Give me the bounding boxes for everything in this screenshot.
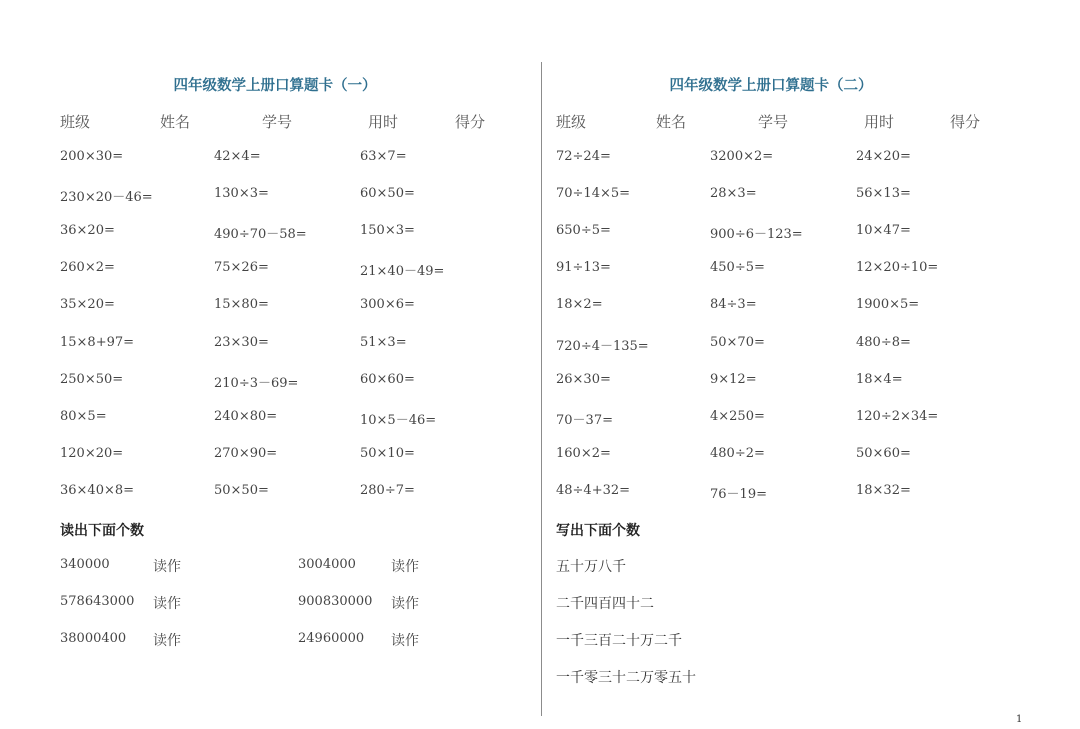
- problem-item: 300×6=: [360, 297, 415, 313]
- problem-item: 270×90=: [214, 445, 278, 461]
- card-one: [60, 0, 550, 729]
- problem-item: 35×20=: [60, 297, 115, 313]
- problem-item: 15×80=: [214, 297, 269, 313]
- problem-item: 15×8+97=: [60, 334, 135, 350]
- read-numbers-title: 读出下面个数: [60, 523, 144, 539]
- problem-item: 9×12=: [710, 371, 757, 387]
- header-class: 班级: [556, 113, 587, 131]
- problem-item: 650÷5=: [556, 223, 611, 239]
- header-student-id: 学号: [262, 113, 293, 131]
- problem-item: 63×7=: [360, 149, 407, 164]
- problem-item: 50×70=: [710, 334, 765, 350]
- problem-item: 60×60=: [360, 371, 415, 387]
- read-label: 读作: [391, 559, 419, 575]
- read-number: 38000400: [60, 631, 127, 646]
- problem-item: 26×30=: [556, 371, 611, 387]
- read-number: 340000: [60, 557, 110, 572]
- problem-item: 50×50=: [214, 482, 269, 498]
- problem-item: 120×20=: [60, 445, 124, 461]
- problem-item: 91÷13=: [556, 260, 611, 276]
- problem-item: 80×5=: [60, 408, 107, 424]
- header-time: 用时: [368, 113, 399, 131]
- problem-item: 450÷5=: [710, 260, 765, 276]
- problem-item: 720÷4－135=: [556, 338, 649, 354]
- problem-item: 260×2=: [60, 260, 115, 276]
- problem-item: 36×20=: [60, 223, 115, 239]
- problem-item: 50×10=: [360, 445, 415, 461]
- header-score: 得分: [950, 113, 981, 131]
- problem-item: 3200×2=: [710, 149, 774, 164]
- read-number: 3004000: [298, 557, 356, 572]
- card-one-title: 四年级数学上册口算题卡（一）: [173, 78, 377, 94]
- header-name: 姓名: [160, 113, 191, 131]
- problem-item: 23×30=: [214, 334, 269, 350]
- problem-item: 480÷8=: [856, 334, 911, 350]
- problem-item: 42×4=: [214, 149, 261, 164]
- read-label: 读作: [153, 596, 181, 612]
- write-number-item: 二千四百四十二: [556, 596, 654, 612]
- problem-item: 250×50=: [60, 371, 124, 387]
- header-score: 得分: [455, 113, 486, 131]
- write-number-item: 一千三百二十万二千: [556, 633, 682, 649]
- header-student-id: 学号: [758, 113, 789, 131]
- problem-item: 36×40×8=: [60, 482, 135, 498]
- problem-item: 51×3=: [360, 334, 407, 350]
- read-label: 读作: [153, 633, 181, 649]
- problem-item: 210÷3－69=: [214, 375, 299, 391]
- problem-item: 4×250=: [710, 408, 765, 424]
- read-number: 24960000: [298, 631, 365, 646]
- card-two: [556, 0, 1046, 729]
- read-label: 读作: [391, 596, 419, 612]
- problem-item: 75×26=: [214, 260, 269, 276]
- problem-item: 72÷24=: [556, 149, 611, 164]
- read-number: 900830000: [298, 594, 373, 609]
- read-number: 578643000: [60, 594, 135, 609]
- write-numbers-title: 写出下面个数: [556, 523, 640, 539]
- problem-item: 18×4=: [856, 371, 903, 387]
- problem-item: 84÷3=: [710, 297, 757, 313]
- problem-item: 1900×5=: [856, 297, 920, 313]
- write-number-item: 一千零三十二万零五十: [556, 670, 696, 686]
- problem-item: 160×2=: [556, 445, 611, 461]
- problem-item: 480÷2=: [710, 445, 765, 461]
- problem-item: 76－19=: [710, 486, 767, 502]
- problem-item: 10×47=: [856, 223, 911, 239]
- page-number: 1: [1016, 714, 1023, 725]
- header-time: 用时: [864, 113, 895, 131]
- problem-item: 12×20÷10=: [856, 260, 939, 276]
- problem-item: 200×30=: [60, 149, 124, 164]
- problem-item: 70÷14×5=: [556, 186, 631, 202]
- problem-item: 21×40－49=: [360, 264, 445, 280]
- problem-item: 10×5－46=: [360, 412, 437, 428]
- problem-item: 60×50=: [360, 186, 415, 202]
- header-name: 姓名: [656, 113, 687, 131]
- problem-item: 490÷70－58=: [214, 227, 307, 243]
- problem-item: 56×13=: [856, 186, 911, 202]
- problem-item: 50×60=: [856, 445, 911, 461]
- problem-item: 24×20=: [856, 149, 911, 164]
- problem-item: 120÷2×34=: [856, 408, 939, 424]
- problem-item: 280÷7=: [360, 482, 415, 498]
- problem-item: 18×32=: [856, 482, 911, 498]
- write-number-item: 五十万八千: [556, 559, 626, 575]
- read-label: 读作: [391, 633, 419, 649]
- header-class: 班级: [60, 113, 91, 131]
- problem-item: 18×2=: [556, 297, 603, 313]
- problem-item: 130×3=: [214, 186, 269, 202]
- read-label: 读作: [153, 559, 181, 575]
- problem-item: 28×3=: [710, 186, 757, 202]
- problem-item: 70－37=: [556, 412, 613, 428]
- card-two-title: 四年级数学上册口算题卡（二）: [669, 78, 873, 94]
- problem-item: 48÷4+32=: [556, 482, 631, 498]
- problem-item: 230×20－46=: [60, 190, 153, 206]
- problem-item: 150×3=: [360, 223, 415, 239]
- problem-item: 900÷6－123=: [710, 227, 803, 243]
- problem-item: 240×80=: [214, 408, 278, 424]
